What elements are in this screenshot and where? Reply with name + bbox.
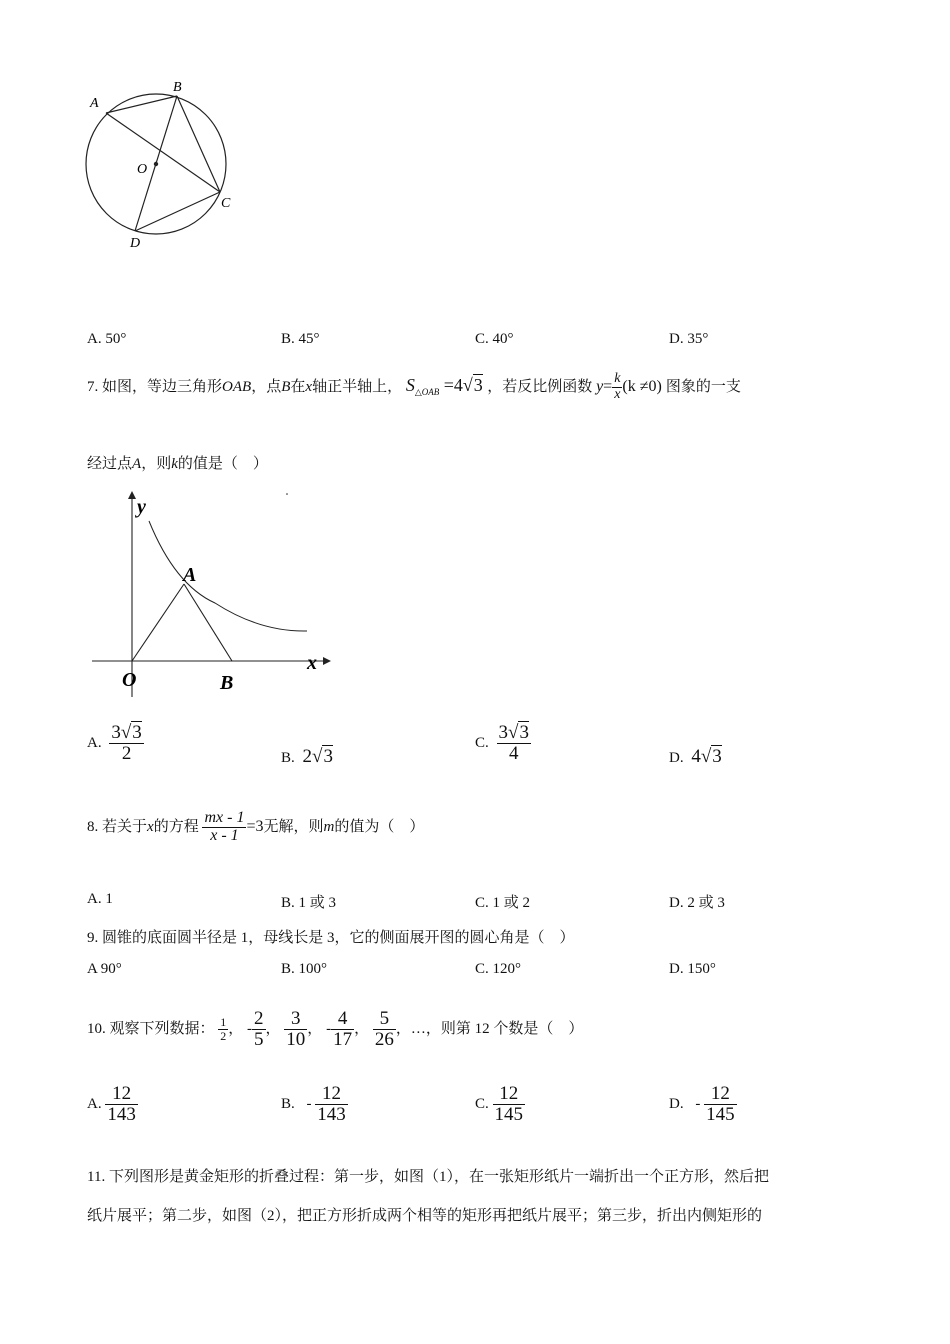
sequence-term-2: $\frac{2}{5}$ — [254, 1008, 264, 1051]
q10-option-c: C. $\frac{12}{145}$ — [475, 1083, 524, 1126]
label-o: O — [122, 669, 137, 691]
equation-fraction: $\frac{mx - 1}{x - 1}$ — [204, 809, 245, 845]
q8-option-a: A. 1 — [87, 891, 113, 907]
sequence-term-5: $\frac{5}{26}$ — [374, 1008, 394, 1051]
q10-option-a: A. $\frac{12}{143}$ — [87, 1083, 136, 1126]
q11-stem-line2: 纸片展平；第二步，如图（2），把正方形折成两个相等的矩形再把纸片展平；第三步，折出内侧矩形的 — [87, 1208, 763, 1224]
segment-ab — [184, 584, 232, 661]
area-formula: $S_{\triangle OAB} =4√3$ — [405, 375, 483, 397]
q7-stem-line2: 经过点A，则k的值是（ ） — [87, 456, 268, 472]
sequence-term-4: $\frac{4}{17}$ — [333, 1008, 353, 1051]
x-axis-arrow — [323, 657, 331, 665]
q11-stem-line1: 11. 下列图形是黄金矩形的折叠过程：第一步，如图（1），在一张矩形纸片一端折出一个正方形，然后把 — [87, 1169, 769, 1185]
q7-option-a: A. $\frac{3√3}{2}$ — [87, 722, 142, 764]
center-point — [154, 162, 158, 166]
hyperbola-branch — [149, 521, 307, 631]
sequence-term-3: $\frac{3}{10}$ — [286, 1008, 306, 1051]
q7-option-d: D. 4√3 — [669, 746, 722, 767]
label-b: B — [173, 80, 182, 95]
q8-option-b: B. 1 或 3 — [281, 895, 337, 911]
label-x: x — [307, 652, 317, 674]
q8-option-d: D. 2 或 3 — [669, 895, 725, 911]
q9-option-c: C. 120° — [475, 961, 522, 977]
inverse-function: y= $\frac{k}{x}$ (k ≠0) — [596, 371, 662, 402]
q10-stem: 10. 观察下列数据： $\frac{1}{2}$ ， - $\frac{2}{5}$ ， $\frac{3}{10}$ ， - $\frac{4}{17}$ ， $\frac{5}{26}$ ，…，则第 12 个数是（ ） — [87, 1008, 584, 1051]
q8-option-c: C. 1 或 2 — [475, 895, 531, 911]
q6-option-d: D. 35° — [669, 331, 709, 347]
q6-option-b: B. 45° — [281, 331, 320, 347]
q9-option-b: B. 100° — [281, 961, 328, 977]
q6-option-c: C. 40° — [475, 331, 514, 347]
label-a: A — [90, 96, 99, 111]
q9-option-a: A 90° — [87, 961, 122, 977]
q10-option-d: D. - $\frac{12}{145}$ — [669, 1083, 735, 1126]
label-d: D — [130, 236, 141, 251]
circle-figure — [80, 75, 250, 260]
q6-option-a: A. 50° — [87, 331, 127, 347]
q7-option-c: C. $\frac{3√3}{4}$ — [475, 722, 529, 764]
q7-option-b: B. 2√3 — [281, 746, 333, 767]
dot-mark — [286, 493, 288, 495]
label-b: B — [220, 672, 234, 694]
q9-option-d: D. 150° — [669, 961, 716, 977]
q9-stem: 9. 圆锥的底面圆半径是 1，母线长是 3，它的侧面展开图的圆心角是（ ） — [87, 930, 575, 946]
segment-oa — [132, 584, 184, 661]
q7-stem-line1: 7. 如图，等边三角形OAB，点B在x轴正半轴上， $S_{\triangle OAB} =4√3$ ，若反比例函数 y= $\frac{k}{x}$ (k ≠0) 图象的一支 — [87, 371, 741, 402]
coordinate-figure — [85, 485, 335, 700]
q8-stem: 8. 若关于x的方程 $\frac{mx - 1}{x - 1}$ =3无解，则m的值为（ ） — [87, 809, 425, 845]
label-o: O — [137, 162, 148, 177]
sequence-term-1: $\frac{1}{2}$ — [220, 1015, 227, 1044]
label-a: A — [183, 564, 197, 586]
y-axis-arrow — [128, 491, 136, 499]
label-c: C — [221, 196, 231, 211]
segment-ab — [106, 96, 177, 113]
q10-option-b: B. - $\frac{12}{143}$ — [281, 1083, 346, 1126]
label-y: y — [137, 496, 146, 518]
